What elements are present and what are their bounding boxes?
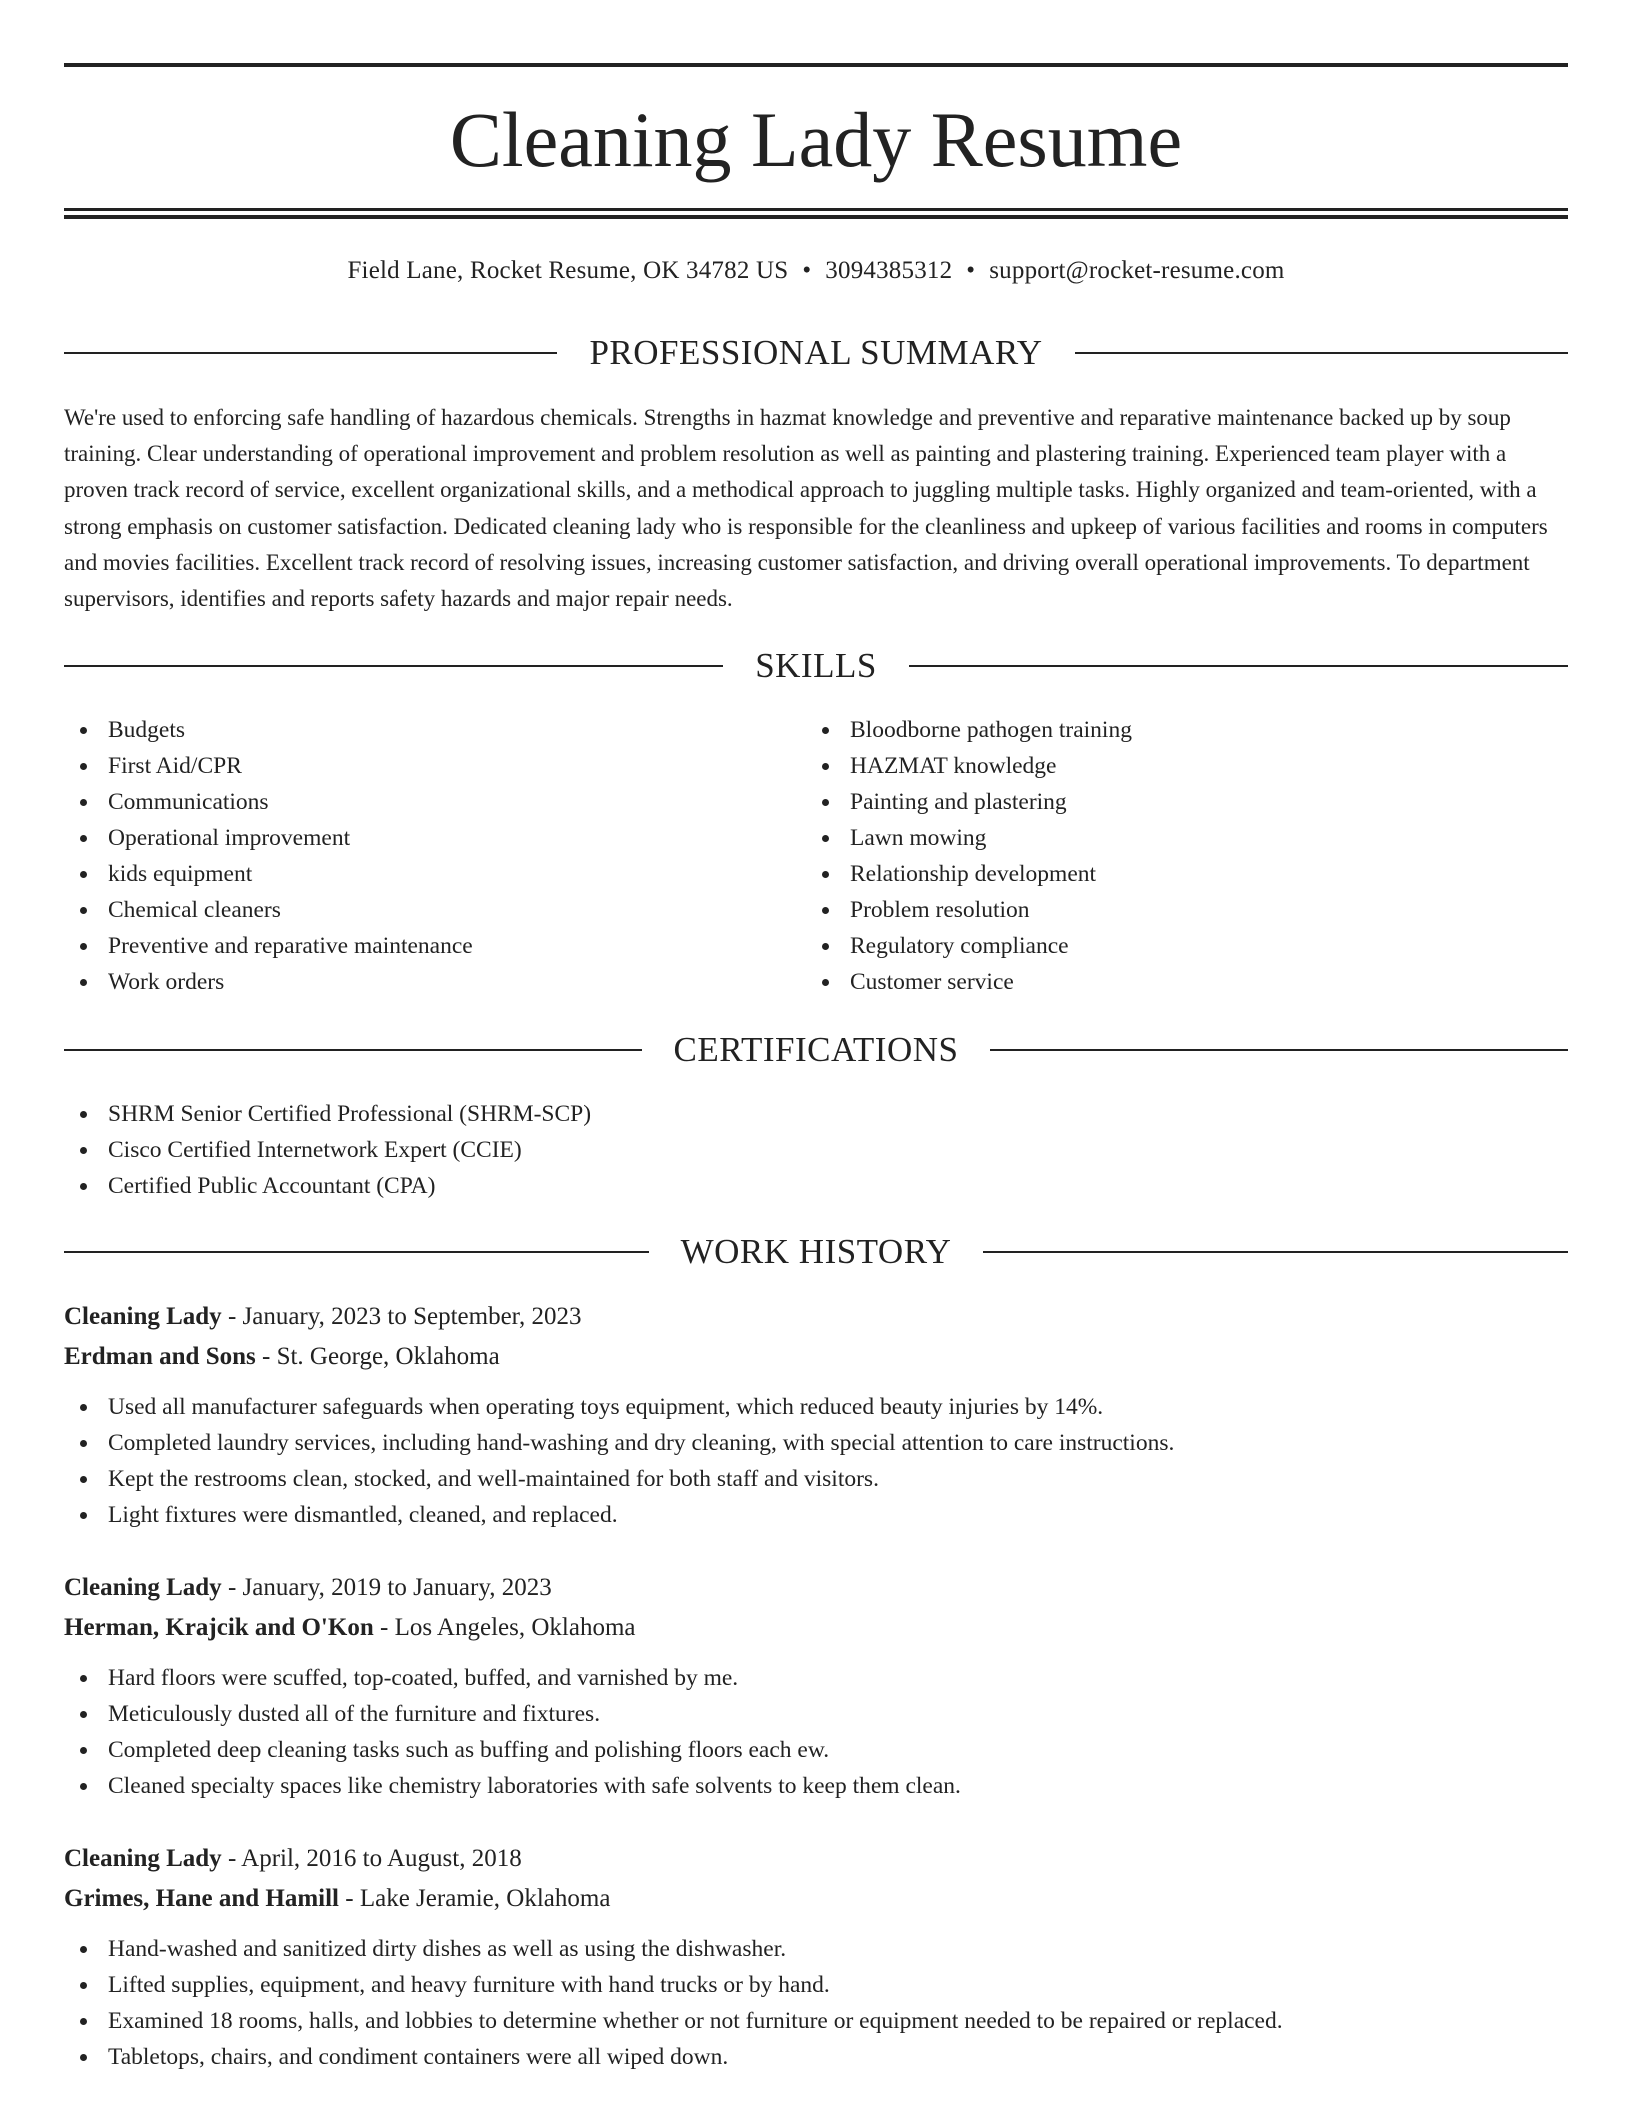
job-duties-list [64,1389,1568,1533]
section-title: WORK HISTORY [680,1232,952,1271]
certifications-list [64,1096,591,1204]
job-company: Herman, Krajcik and O'Kon [64,1614,374,1641]
job-title: Cleaning Lady [64,1574,222,1601]
job-duty: Tabletops, chairs, and condiment containers were all wiped down. [64,2039,1568,2075]
job-duty: Hard floors were scuffed, top-coated, buffed, and varnished by me. [64,1660,1568,1696]
header-double-rule-lower [64,215,1568,219]
skill-item: Preventive and reparative maintenance [64,928,804,964]
section-heading-work-history [64,1230,1568,1274]
job-duty: Completed deep cleaning tasks such as buffing and polishing floors each ew. [64,1732,1568,1768]
job-location: St. George, Oklahoma [276,1343,500,1370]
document-title: Cleaning Lady Resume [449,96,1183,183]
job-dates: January, 2023 to September, 2023 [242,1303,582,1330]
summary-paragraph: We're used to enforcing safe handling of hazardous chemicals. Strengths in hazmat knowledge and preventive and reparative maintenance backed up by soup training. Clear understanding of operational improvement and problem resolution as well as painting and plastering training. Experienced team player with a proven track record of service, excellent organizational skills, and a methodical approach to juggling multiple tasks. Highly organized and team-oriented, with a strong emphasis on customer satisfaction. Dedicated cleaning lady who is responsible for the cleanliness and upkeep of various facilities and rooms in computers and movies facilities. Excellent track record of resolving issues, increasing customer satisfaction, and driving overall operational improvements. To department supervisors, identifies and reports safety hazards and major repair needs. [64,405,1548,612]
skill-item: Relationship development [806,856,1546,892]
job-duty: Lifted supplies, equipment, and heavy furniture with hand trucks or by hand. [64,1967,1568,2003]
section-heading-skills [64,644,1568,688]
job-duties-list [64,1931,1568,2075]
skill-item: Regulatory compliance [806,928,1546,964]
section-rule-right [983,1251,1568,1253]
skill-item: Customer service [806,964,1546,1000]
job-company-line: Grimes, Hane and Hamill - Lake Jeramie, Oklahoma [64,1885,611,1912]
header-top-rule [64,63,1568,67]
skill-item: Work orders [64,964,804,1000]
section-title: PROFESSIONAL SUMMARY [589,333,1043,372]
job-duty: Kept the restrooms clean, stocked, and well-maintained for both staff and visitors. [64,1461,1568,1497]
job-title-line: Cleaning Lady - January, 2023 to September, 2023 [64,1303,582,1330]
skill-item: Bloodborne pathogen training [806,712,1546,748]
contact-separator: • [802,257,812,284]
contact-address: Field Lane, Rocket Resume, OK 34782 US [347,257,789,284]
skill-item: kids equipment [64,856,804,892]
skill-item: First Aid/CPR [64,748,804,784]
skill-item: Chemical cleaners [64,892,804,928]
job-company-line: Herman, Krajcik and O'Kon - Los Angeles, Oklahoma [64,1614,636,1641]
skills-list-left [64,712,804,1000]
section-heading-summary [64,331,1568,375]
job-location: Los Angeles, Oklahoma [394,1614,636,1641]
skills-list-right [806,712,1546,1000]
certification-item: Cisco Certified Internetwork Expert (CCIE) [64,1132,591,1168]
section-rule-left [64,1251,649,1253]
section-rule-left [64,1049,642,1051]
section-rule-right [909,665,1568,667]
contact-phone: 3094385312 [825,257,953,284]
section-rule-right [990,1049,1568,1051]
job-entry [64,1297,1568,1533]
job-company: Grimes, Hane and Hamill [64,1885,339,1912]
job-duty: Used all manufacturer safeguards when operating toys equipment, which reduced beauty injuries by 14%. [64,1389,1568,1425]
job-duty: Hand-washed and sanitized dirty dishes as well as using the dishwasher. [64,1931,1568,1967]
job-duty: Cleaned specialty spaces like chemistry laboratories with safe solvents to keep them clean. [64,1768,1568,1804]
job-company-line: Erdman and Sons - St. George, Oklahoma [64,1343,500,1370]
job-dates: January, 2019 to January, 2023 [242,1574,552,1601]
section-rule-left [64,352,557,354]
skill-item: Operational improvement [64,820,804,856]
job-title: Cleaning Lady [64,1845,222,1872]
job-location: Lake Jeramie, Oklahoma [359,1885,611,1912]
job-duty: Light fixtures were dismantled, cleaned, and replaced. [64,1497,1568,1533]
section-rule-left [64,665,723,667]
skill-item: Problem resolution [806,892,1546,928]
skill-item: HAZMAT knowledge [806,748,1546,784]
skill-item: Communications [64,784,804,820]
certification-item: SHRM Senior Certified Professional (SHRM-SCP) [64,1096,591,1132]
skill-item: Painting and plastering [806,784,1546,820]
job-title: Cleaning Lady [64,1303,222,1330]
job-title-line: Cleaning Lady - April, 2016 to August, 2018 [64,1845,522,1872]
job-duties-list [64,1660,1568,1804]
skill-item: Lawn mowing [806,820,1546,856]
header-double-rule-upper [64,208,1568,211]
job-entry [64,1568,1568,1804]
job-dates: April, 2016 to August, 2018 [241,1845,522,1872]
section-rule-right [1075,352,1568,354]
section-heading-certifications [64,1028,1568,1072]
job-duty: Completed laundry services, including hand-washing and dry cleaning, with special attention to care instructions. [64,1425,1568,1461]
skill-item: Budgets [64,712,804,748]
certification-item: Certified Public Accountant (CPA) [64,1168,591,1204]
contact-separator: • [966,257,976,284]
job-title-line: Cleaning Lady - January, 2019 to January, 2023 [64,1574,552,1601]
section-title: SKILLS [755,646,877,685]
contact-line [64,253,1568,289]
section-title: CERTIFICATIONS [673,1030,959,1069]
job-company: Erdman and Sons [64,1343,256,1370]
contact-email: support@rocket-resume.com [989,257,1285,284]
job-duty: Meticulously dusted all of the furniture and fixtures. [64,1696,1568,1732]
job-entry [64,1839,1568,2075]
job-duty: Examined 18 rooms, halls, and lobbies to determine whether or not furniture or equipment needed to be repaired or replaced. [64,2003,1568,2039]
